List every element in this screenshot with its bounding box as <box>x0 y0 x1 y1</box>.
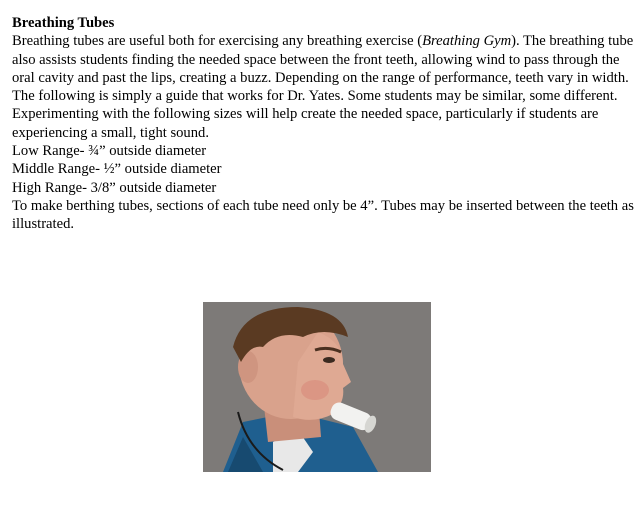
intro-text-part2: ). The breathing tube also assists students finding the needed space between the front teeth, allowing wind to pass through the oral cavity and past the lips, creating a buzz. Depending on the range of performance, teeth vary in width. The following is simply a guide that works for Dr. Yates. Some students may be similar, some different. Experimenting with the following sizes will help create the needed space, particularly if students are experiencing a small, tight sound. <box>12 33 634 141</box>
eye-shape <box>323 357 335 363</box>
document <box>12 14 637 234</box>
size-high-range: High Range- 3/8” outside diameter <box>12 179 217 196</box>
cheek-blush <box>301 380 329 400</box>
size-low-range: Low Range- ¾” outside diameter <box>12 143 207 160</box>
size-middle-range: Middle Range- ½” outside diameter <box>12 161 222 178</box>
closing-paragraph: To make berthing tubes, sections of each tube need only be 4”. Tubes may be inserted between the teeth as illustrated. <box>12 197 634 233</box>
document-title: Breathing Tubes <box>12 15 115 31</box>
intro-text-part1: Breathing tubes are useful both for exercising any breathing exercise ( <box>12 33 423 50</box>
breathing-tube-photo <box>203 302 431 472</box>
breathing-gym-title: Breathing Gym <box>422 33 512 50</box>
intro-paragraph <box>12 32 637 142</box>
student-with-tube-illustration <box>203 302 431 472</box>
